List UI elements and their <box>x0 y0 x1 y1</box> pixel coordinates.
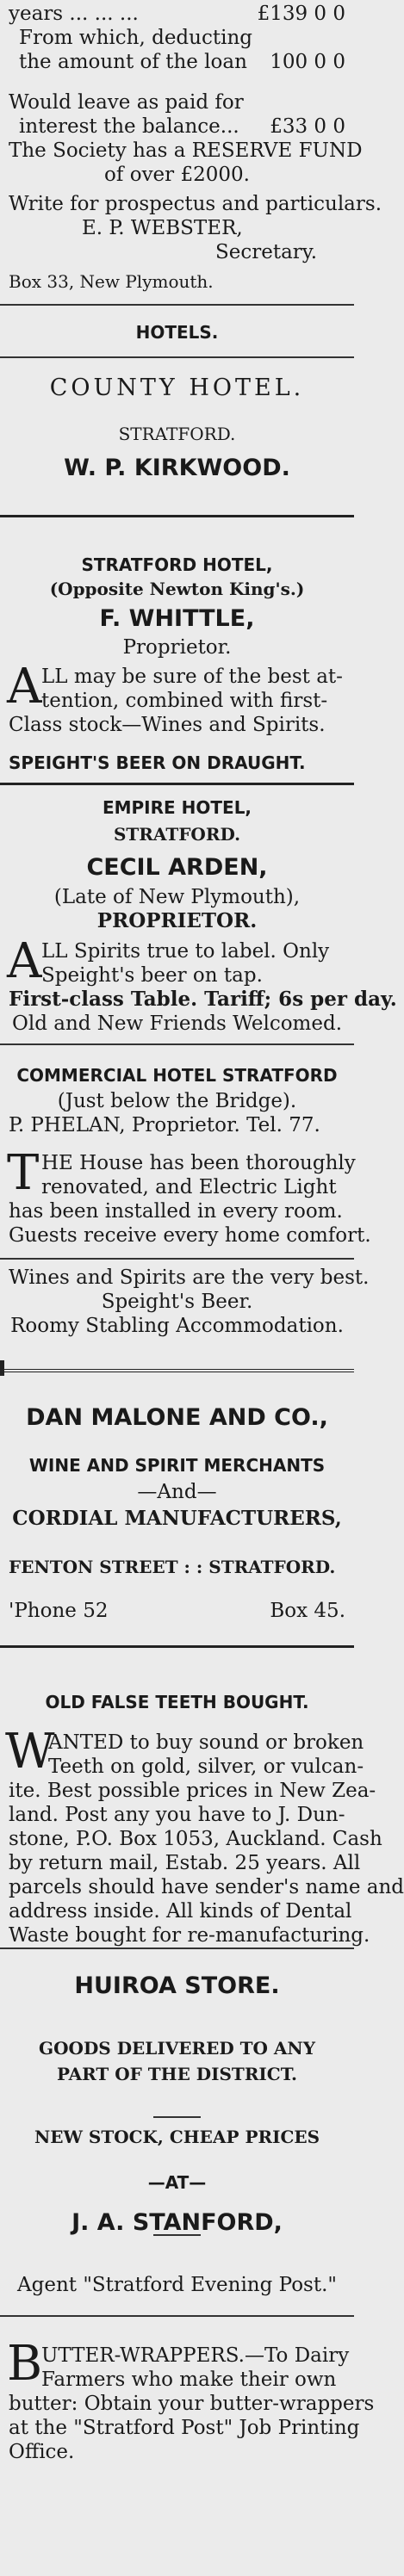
society-line6: The Society has a RESERVE FUND <box>9 139 363 162</box>
teeth-heading: OLD FALSE TEETH BOUGHT. <box>45 1692 309 1712</box>
teeth-text8: address inside. All kinds of Dental <box>9 1900 352 1923</box>
county-hotel-name: COUNTY HOTEL. <box>49 375 305 401</box>
county-hotel-proprietor: W. P. KIRKWOOD. <box>64 455 290 481</box>
commercial-hotel-text1: HE House has been thoroughly <box>41 1152 356 1174</box>
stratford-hotel-name: STRATFORD HOTEL, <box>81 554 273 575</box>
divider <box>0 1369 354 1375</box>
empire-hotel-name: EMPIRE HOTEL, <box>102 797 252 818</box>
society-line1-left: years ... ... ... <box>9 3 139 25</box>
society-line8: Write for prospectus and particulars. <box>9 193 382 215</box>
empire-hotel-text3: First-class Table. Tariff; 6s per day. <box>9 988 397 1011</box>
commercial-hotel-name: COMMERCIAL HOTEL STRATFORD <box>16 1065 338 1086</box>
huiroa-line3: NEW STOCK, CHEAP PRICES <box>34 2127 320 2147</box>
divider <box>0 356 354 358</box>
commercial-hotel-text5: Wines and Spirits are the very best. <box>9 1266 370 1289</box>
stratford-hotel-text1: LL may be sure of the best at- <box>41 666 343 688</box>
society-line7: of over £2000. <box>104 164 250 186</box>
butter-text4: at the "Stratford Post" Job Printing <box>9 2417 360 2439</box>
society-line3-left: the amount of the loan <box>19 51 247 73</box>
huiroa-agent: Agent "Stratford Evening Post." <box>17 2274 337 2296</box>
society-secretary-name: E. P. WEBSTER, <box>82 217 243 239</box>
butter-text1: UTTER-WRAPPERS.—To Dairy <box>41 2344 350 2367</box>
divider <box>0 2315 354 2317</box>
empire-hotel-text1: LL Spirits true to label. Only <box>41 940 330 963</box>
huiroa-owner: J. A. STANFORD, <box>71 2209 283 2236</box>
huiroa-line2: PART OF THE DISTRICT. <box>57 2064 297 2084</box>
stratford-hotel-beer: SPEIGHT'S BEER ON DRAUGHT. <box>9 752 306 773</box>
society-line2: From which, deducting <box>19 27 252 49</box>
commercial-hotel-text2: renovated, and Electric Light <box>41 1176 337 1198</box>
empire-hotel-role: PROPRIETOR. <box>96 909 258 932</box>
stratford-hotel-location: (Opposite Newton King's.) <box>49 579 305 599</box>
teeth-text2: Teeth on gold, silver, or vulcan- <box>48 1756 364 1778</box>
society-secretary-title: Secretary. <box>215 241 318 263</box>
divider <box>0 304 354 306</box>
huiroa-line1: GOODS DELIVERED TO ANY <box>39 2038 315 2059</box>
teeth-text5: stone, P.O. Box 1053, Auckland. Cash <box>9 1828 382 1850</box>
malone-line3: CORDIAL MANUFACTURERS, <box>12 1507 342 1530</box>
butter-text5: Office. <box>9 2441 75 2463</box>
empire-hotel-late: (Late of New Plymouth), <box>53 886 301 908</box>
society-line5-left: interest the balance... <box>19 115 239 138</box>
commercial-hotel-text4: Guests receive every home comfort. <box>9 1224 371 1247</box>
divider <box>0 1645 354 1648</box>
malone-phone: 'Phone 52 <box>9 1600 109 1622</box>
society-address: Box 33, New Plymouth. <box>9 271 214 292</box>
stratford-hotel-text2: tention, combined with first- <box>41 690 328 712</box>
divider <box>0 515 354 517</box>
butter-dropcap: B <box>7 2336 43 2392</box>
commercial-hotel-text6: Speight's Beer. <box>101 1291 253 1313</box>
divider <box>0 1258 354 1260</box>
divider <box>0 1043 354 1045</box>
stratford-hotel-proprietor: F. WHITTLE, <box>99 605 255 632</box>
society-line3-amount: 100 0 0 <box>270 51 345 73</box>
huiroa-line4: —AT— <box>147 2172 207 2193</box>
stratford-hotel-text3: Class stock—Wines and Spirits. <box>9 714 326 736</box>
empire-hotel-text2: Speight's beer on tap. <box>41 964 263 987</box>
commercial-hotel-location: (Just below the Bridge). <box>57 1090 297 1112</box>
society-line5-amount: £33 0 0 <box>270 115 345 138</box>
butter-text2: Farmers who make their own <box>41 2369 337 2391</box>
teeth-dropcap: W <box>5 1724 55 1780</box>
teeth-text7: parcels should have sender's name and <box>9 1876 404 1898</box>
commercial-hotel-proprietor: P. PHELAN, Proprietor. Tel. 77. <box>9 1114 320 1136</box>
commercial-hotel-dropcap: T <box>7 1145 40 1201</box>
divider <box>153 2234 201 2236</box>
society-line4: Would leave as paid for <box>9 91 244 114</box>
teeth-text9: Waste bought for re-manufacturing. <box>9 1924 370 1947</box>
hotels-heading: HOTELS. <box>135 322 219 343</box>
commercial-hotel-text3: has been installed in every room. <box>9 1200 343 1223</box>
stratford-hotel-dropcap: A <box>7 659 42 715</box>
malone-box: Box 45. <box>270 1600 345 1622</box>
empire-hotel-text4: Old and New Friends Welcomed. <box>11 1012 343 1035</box>
teeth-text1: ANTED to buy sound or broken <box>48 1731 364 1754</box>
divider <box>153 2116 201 2118</box>
teeth-text3: ite. Best possible prices in New Zea- <box>9 1780 376 1802</box>
county-hotel-town: STRATFORD. <box>118 424 236 444</box>
empire-hotel-dropcap: A <box>7 933 42 989</box>
malone-line1: WINE AND SPIRIT MERCHANTS <box>28 1455 326 1476</box>
commercial-hotel-text7: Roomy Stabling Accommodation. <box>10 1315 344 1337</box>
stratford-hotel-role: Proprietor. <box>122 636 232 659</box>
butter-text3: butter: Obtain your butter-wrappers <box>9 2393 375 2415</box>
teeth-text4: land. Post any you have to J. Dun- <box>9 1804 345 1826</box>
divider <box>0 1947 354 1949</box>
huiroa-name: HUIROA STORE. <box>74 1972 280 1999</box>
teeth-text6: by return mail, Estab. 25 years. All <box>9 1852 361 1874</box>
empire-hotel-proprietor: CECIL ARDEN, <box>86 854 268 881</box>
society-line1-amount: £139 0 0 <box>257 3 345 25</box>
empire-hotel-town: STRATFORD. <box>113 824 241 845</box>
malone-line2: —And— <box>137 1481 217 1503</box>
divider <box>0 783 354 785</box>
malone-name: DAN MALONE AND CO., <box>26 1404 328 1431</box>
malone-address: FENTON STREET : : STRATFORD. <box>9 1557 336 1577</box>
